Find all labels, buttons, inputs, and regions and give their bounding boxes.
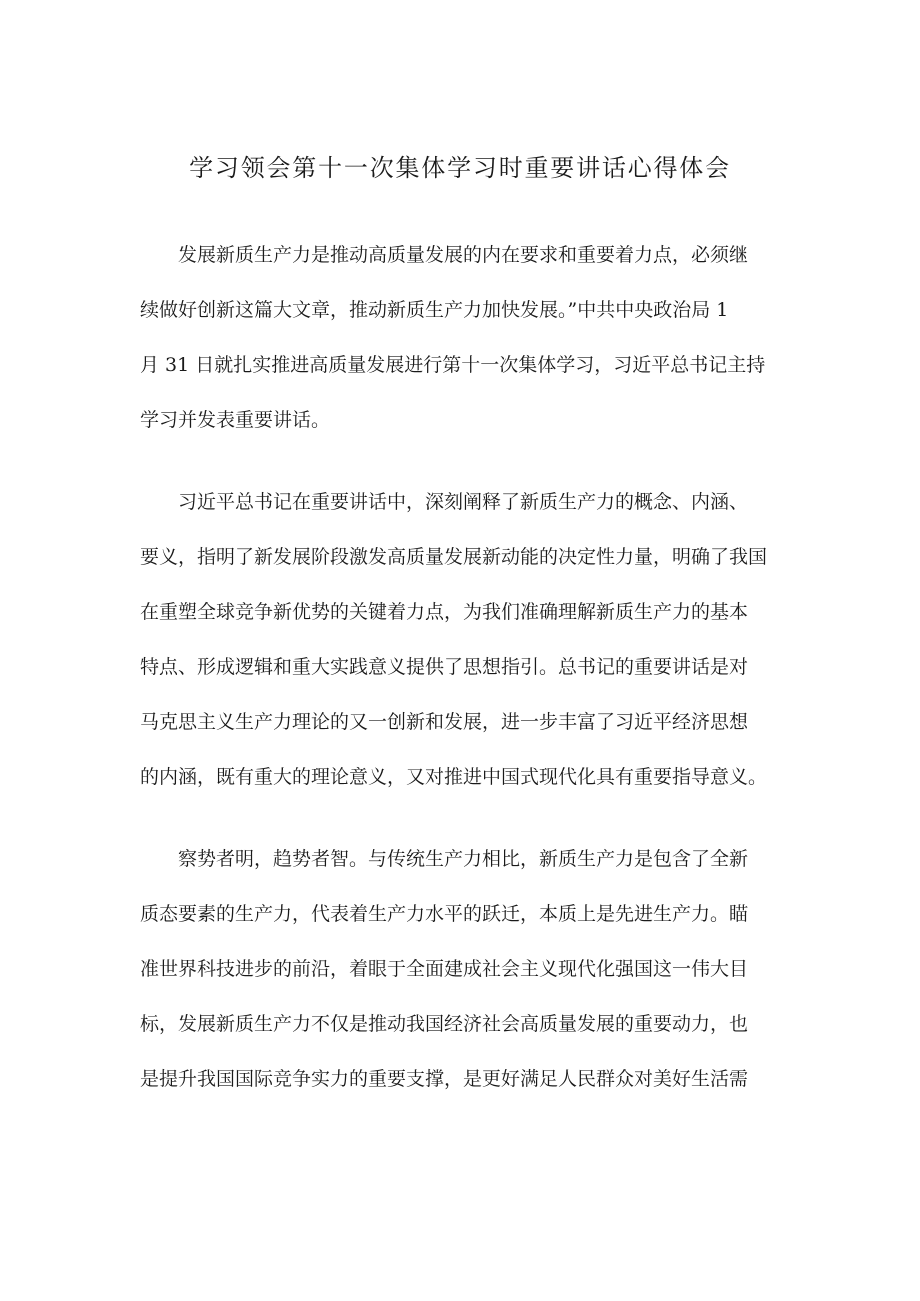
paragraph-2 [140,475,790,805]
paragraph-line: 马克思主义生产力理论的又一创新和发展，进一步丰富了习近平经济思想 [140,711,749,733]
paragraph-1 [140,228,790,448]
paragraph-line: 准世界科技进步的前沿，着眼于全面建成社会主义现代化强国这一伟大目 [140,958,749,980]
document-body [140,228,790,1134]
paragraph-line: 质态要素的生产力，代表着生产力水平的跃迁，本质上是先进生产力。瞄 [140,903,749,925]
paragraph-line: 月 31 日就扎实推进高质量发展进行第十一次集体学习，习近平总书记主持 [140,354,766,376]
paragraph-line: 察势者明，趋势者智。与传统生产力相比，新质生产力是包含了全新 [178,848,749,870]
paragraph-line: 续做好创新这篇大文章，推动新质生产力加快发展。”中共中央政治局 1 [140,299,729,321]
paragraph-line: 标，发展新质生产力不仅是推动我国经济社会高质量发展的重要动力，也 [140,1013,749,1035]
paragraph-line: 习近平总书记在重要讲话中，深刻阐释了新质生产力的概念、内涵、 [178,491,749,513]
paragraph-3 [140,832,790,1107]
paragraph-line: 在重塑全球竞争新优势的关键着力点，为我们准确理解新质生产力的基本 [140,601,749,623]
paragraph-line: 的内涵，既有重大的理论意义，又对推进中国式现代化具有重要指导意义。 [140,766,768,788]
paragraph-line: 是提升我国国际竞争实力的重要支撑，是更好满足人民群众对美好生活需 [140,1068,749,1090]
paragraph-line: 发展新质生产力是推动高质量发展的内在要求和重要着力点，必须继 [178,244,749,266]
paragraph-line: 特点、形成逻辑和重大实践意义提供了思想指引。总书记的重要讲话是对 [140,656,749,678]
document-title: 学习领会第十一次集体学习时重要讲话心得体会 [189,154,731,182]
paragraph-line: 学习并发表重要讲话。 [140,409,331,431]
paragraph-line: 要义，指明了新发展阶段激发高质量发展新动能的决定性力量，明确了我国 [140,546,768,568]
